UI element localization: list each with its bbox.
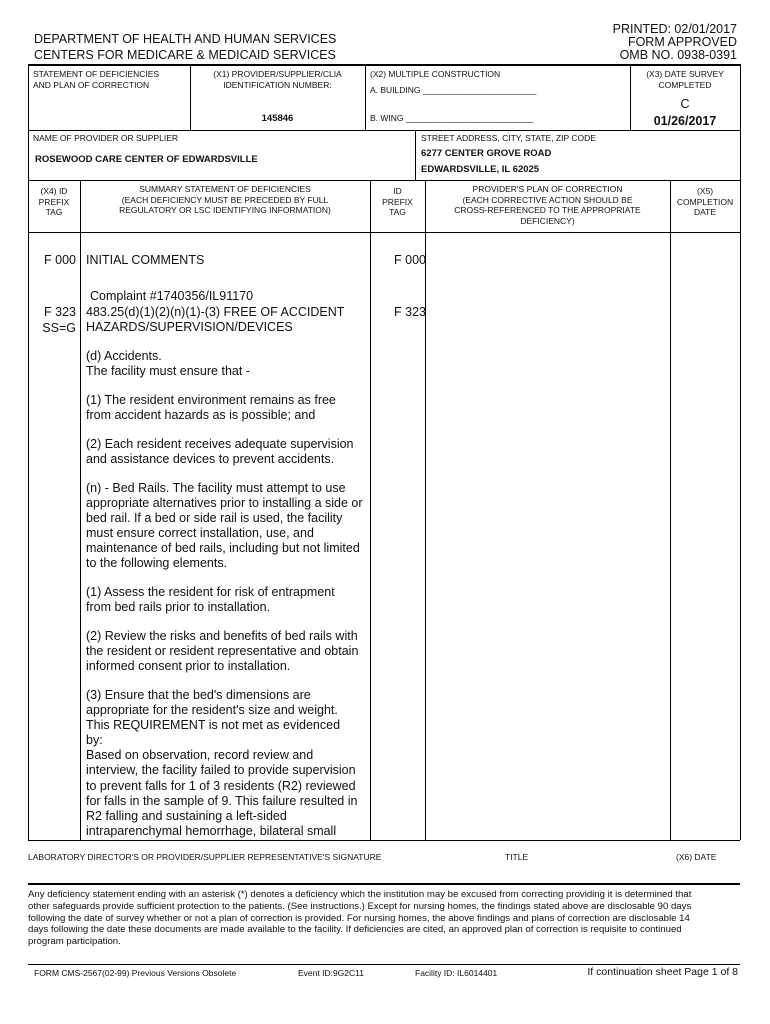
deficiency-footnote: Any deficiency statement ending with an asterisk (*) denotes a deficiency which the institution may be excused from correcting providing it is determined that other safeguards provide sufficient protection to the patients. (See instructions.) Except for nursing homes, the findings stated above are disclosable 90 days following the date of survey whether or not a plan of correction is provided. For nursing homes, the above findings and plans of correction are disclosable 14 days following the date these documents are made available to the facility. If deficiencies are cited, an approved plan of correction is requisite to continued program participation.: [28, 889, 692, 948]
signature-label: LABORATORY DIRECTOR'S OR PROVIDER/SUPPLIER REPRESENTATIVE'S SIGNATURE: [28, 852, 382, 862]
plan-header: PROVIDER'S PLAN OF CORRECTION (EACH CORRECTIVE ACTION SHOULD BE CROSS-REFERENCED TO THE APPROPRIATE DEFICIENCY): [454, 184, 641, 226]
printed-date: PRINTED: 02/01/2017: [612, 22, 737, 36]
x4-id-header: (X4) ID PREFIX TAG: [38, 186, 70, 217]
paragraph-assess-risk: (1) Assess the resident for risk of entrapment from bed rails prior to installation.: [86, 585, 335, 615]
paragraph-accidents: (d) Accidents. The facility must ensure that -: [86, 349, 250, 379]
tag-f323-title: 483.25(d)(1)(2)(n)(1)-(3) FREE OF ACCIDENT HAZARDS/SUPERVISION/DEVICES: [86, 305, 345, 334]
paragraph-environment: (1) The resident environment remains as free from accident hazards as is possible; and: [86, 393, 336, 423]
address-street: 6277 CENTER GROVE ROAD: [421, 148, 552, 159]
omb-number: OMB NO. 0938-0391: [619, 48, 737, 62]
facility-id: Facility ID: IL6014401: [415, 968, 498, 978]
tag-f323-scope: SS=G: [42, 321, 76, 335]
provider-id-label: (X1) PROVIDER/SUPPLIER/CLIA IDENTIFICATION NUMBER:: [213, 69, 342, 90]
building-field: A. BUILDING ________________________: [370, 85, 537, 95]
initial-comments-heading: INITIAL COMMENTS: [86, 253, 205, 267]
address-city: EDWARDSVILLE, IL 62025: [421, 164, 540, 175]
signature-title-label: TITLE: [505, 852, 529, 862]
statement-label: STATEMENT OF DEFICIENCIES AND PLAN OF CORRECTION: [33, 69, 160, 90]
survey-date: 01/26/2017: [653, 114, 717, 128]
id-prefix-header: ID PREFIX TAG: [382, 186, 413, 217]
date-survey-label: (X3) DATE SURVEY COMPLETED: [646, 69, 724, 90]
agency-title: CENTERS FOR MEDICARE & MEDICAID SERVICES: [34, 48, 336, 62]
complaint-number: Complaint #1740356/IL91170: [90, 289, 254, 303]
tag-f000: F 000: [44, 253, 76, 267]
tag-f323-right: F 323: [394, 305, 426, 319]
paragraph-bed-rails: (n) - Bed Rails. The facility must attempt to use appropriate alternatives prior to installing a side or bed rail. If a bed or side rail is used, the facility must ensure correct installation, use, and maintenance of bed rails, including but not limited to the following elements.: [86, 481, 363, 571]
tag-f323: F 323: [44, 305, 76, 319]
signature-date-label: (X6) DATE: [676, 852, 717, 862]
form-approved: FORM APPROVED: [627, 35, 737, 49]
provider-name: ROSEWOOD CARE CENTER OF EDWARDSVILLE: [35, 154, 258, 165]
provider-name-label: NAME OF PROVIDER OR SUPPLIER: [33, 133, 178, 143]
multiple-construction-label: (X2) MULTIPLE CONSTRUCTION: [370, 69, 501, 79]
address-label: STREET ADDRESS, CITY, STATE, ZIP CODE: [421, 133, 596, 143]
tag-f000-right: F 000: [394, 253, 426, 267]
x5-header: (X5) COMPLETION DATE: [676, 186, 734, 217]
paragraph-supervision: (2) Each resident receives adequate supervision and assistance devices to prevent accidents.: [86, 437, 354, 467]
paragraph-review-risks: (2) Review the risks and benefits of bed rails with the resident or resident representative and obtain informed consent prior to installation.: [86, 629, 359, 674]
summary-header: SUMMARY STATEMENT OF DEFICIENCIES (EACH DEFICIENCY MUST BE PRECEDED BY FULL REGULATORY OR LSC IDENTIFYING INFORMATION): [119, 184, 331, 215]
form-number: FORM CMS-2567(02-99) Previous Versions Obsolete: [34, 968, 237, 978]
page-indicator: If continuation sheet Page 1 of 8: [587, 966, 738, 978]
survey-code: C: [680, 97, 690, 111]
wing-field: B. WING ___________________________: [370, 113, 534, 123]
provider-id-value: 145846: [261, 113, 294, 124]
event-id: Event ID:9G2C11: [298, 968, 364, 978]
department-title: DEPARTMENT OF HEALTH AND HUMAN SERVICES: [34, 32, 337, 46]
paragraph-findings: (3) Ensure that the bed's dimensions are appropriate for the resident's size and weight. This REQUIREMENT is not met as evidenced by: Based on observation, record review and interview, the facility failed to provide supervision to prevent falls for 1 of 3 residents (R2) reviewed for falls in the sample of 9. This failure resulted in R2 falling and sustaining a left-sided intraparenchymal hemorrhage, bilateral small: [86, 688, 358, 838]
